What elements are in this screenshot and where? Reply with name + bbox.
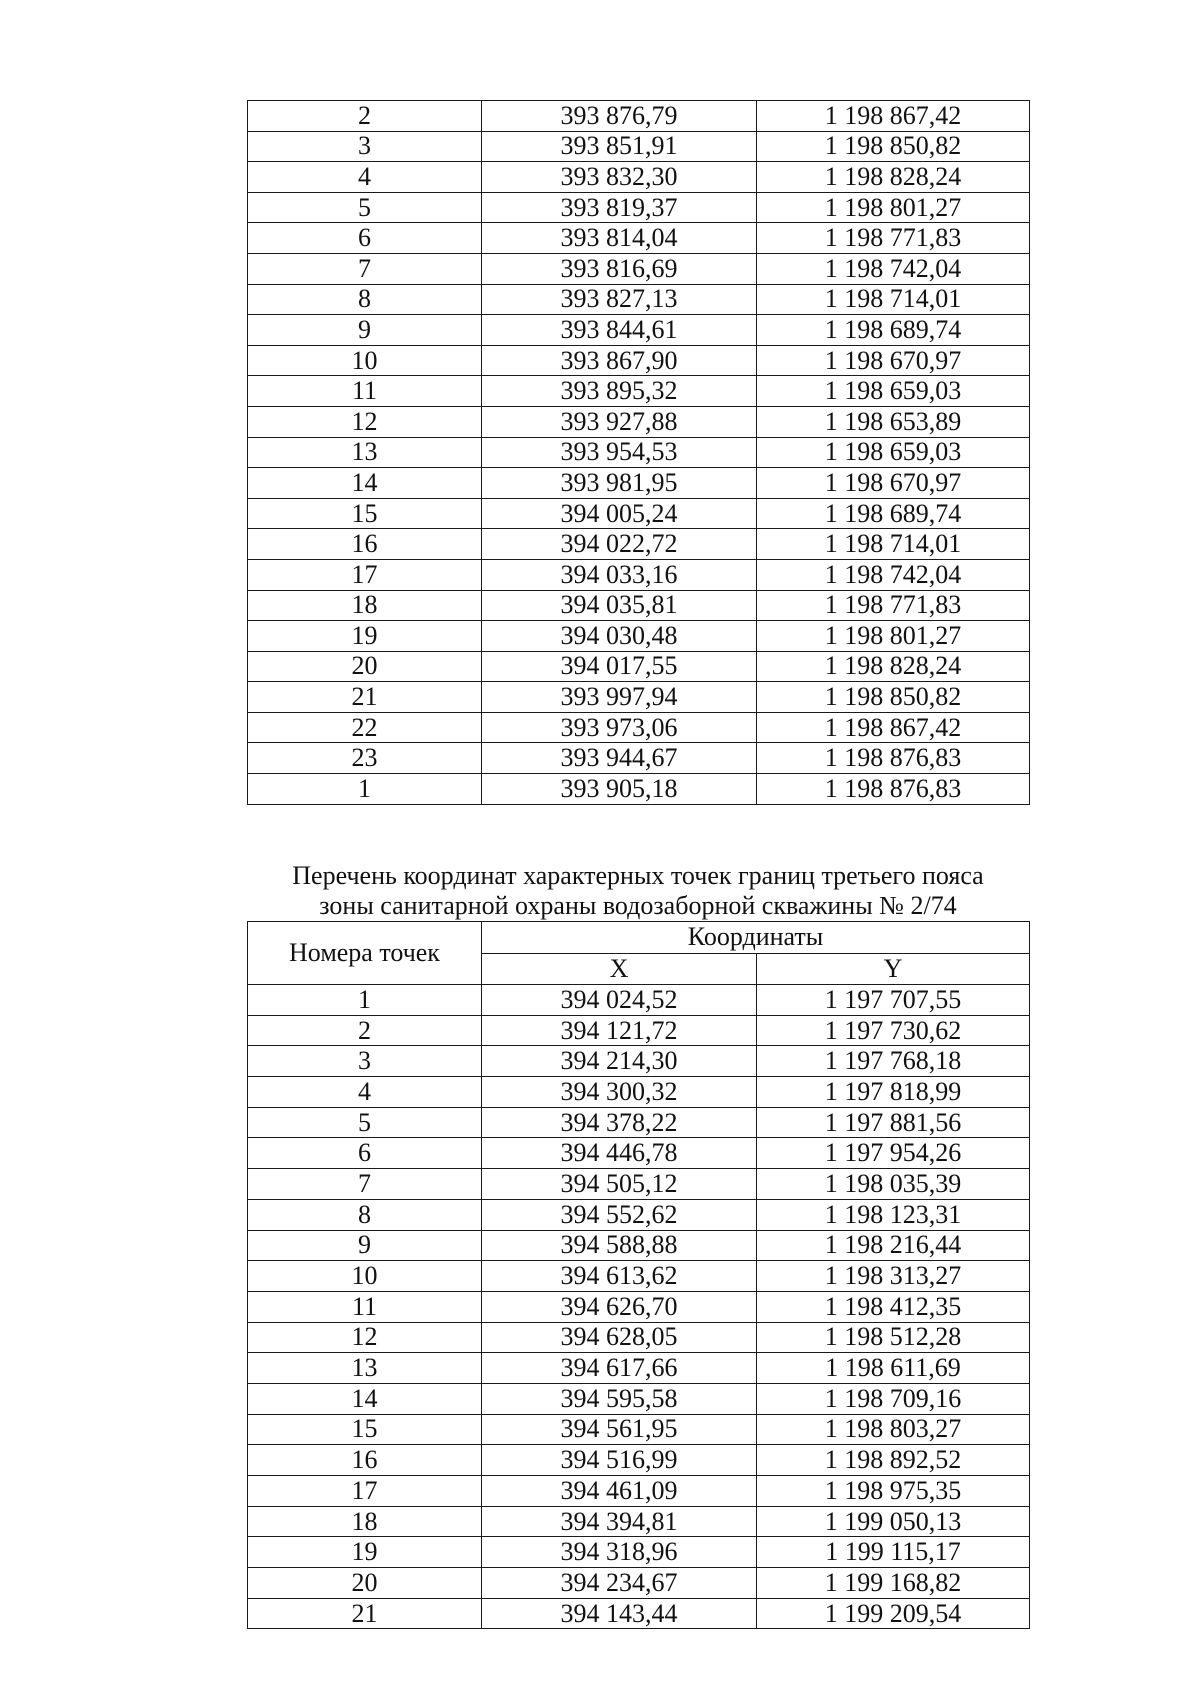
- x-coordinate-cell: 393 895,32: [482, 376, 757, 407]
- table-row: [248, 743, 1030, 774]
- x-coordinate-cell: 394 035,81: [482, 590, 757, 621]
- point-number-cell: 12: [248, 1322, 482, 1353]
- point-number-cell: 11: [248, 1291, 482, 1322]
- x-coordinate-cell: 394 617,66: [482, 1353, 757, 1384]
- x-coordinate-cell: 394 461,09: [482, 1476, 757, 1507]
- table-row: [248, 284, 1030, 315]
- table-row: [248, 985, 1030, 1016]
- table-caption: [247, 861, 1029, 921]
- point-number-cell: 8: [248, 1199, 482, 1230]
- point-number-cell: 4: [248, 1077, 482, 1108]
- x-coordinate-cell: 393 944,67: [482, 743, 757, 774]
- x-coordinate-cell: 393 954,53: [482, 437, 757, 468]
- table-row: [248, 1568, 1030, 1599]
- x-coordinate-cell: 393 997,94: [482, 682, 757, 713]
- x-coordinate-cell: 394 022,72: [482, 529, 757, 560]
- point-number-cell: 15: [248, 1414, 482, 1445]
- x-coordinate-cell: 393 905,18: [482, 774, 757, 805]
- x-coordinate-cell: 394 005,24: [482, 498, 757, 529]
- y-coordinate-cell: 1 198 742,04: [757, 559, 1030, 590]
- point-number-cell: 14: [248, 1383, 482, 1414]
- y-coordinate-cell: 1 198 653,89: [757, 406, 1030, 437]
- table-caption-line-1: Перечень координат характерных точек границ третьего пояса: [292, 861, 984, 890]
- point-number-cell: 16: [248, 1445, 482, 1476]
- y-coordinate-cell: 1 198 689,74: [757, 315, 1030, 346]
- y-coordinate-cell: 1 198 850,82: [757, 682, 1030, 713]
- x-coordinate-cell: 394 318,96: [482, 1537, 757, 1568]
- coordinates-table-zone-3-body: [248, 985, 1030, 1629]
- x-coordinate-cell: 393 816,69: [482, 253, 757, 284]
- point-number-cell: 21: [248, 682, 482, 713]
- x-coordinate-cell: 393 851,91: [482, 131, 757, 162]
- table-row: [248, 1291, 1030, 1322]
- x-coordinate-cell: 393 867,90: [482, 345, 757, 376]
- x-coordinate-cell: 394 561,95: [482, 1414, 757, 1445]
- table-row: [248, 1199, 1030, 1230]
- point-number-cell: 11: [248, 376, 482, 407]
- x-coordinate-cell: 393 876,79: [482, 101, 757, 132]
- point-number-cell: 2: [248, 101, 482, 132]
- x-coordinate-cell: 393 827,13: [482, 284, 757, 315]
- point-number-cell: 5: [248, 192, 482, 223]
- point-number-cell: 7: [248, 253, 482, 284]
- y-coordinate-cell: 1 198 828,24: [757, 651, 1030, 682]
- x-coordinate-cell: 393 832,30: [482, 162, 757, 193]
- y-coordinate-cell: 1 198 313,27: [757, 1261, 1030, 1292]
- y-coordinate-cell: 1 199 050,13: [757, 1506, 1030, 1537]
- table-row: [248, 1445, 1030, 1476]
- point-number-cell: 20: [248, 651, 482, 682]
- point-number-cell: 17: [248, 1476, 482, 1507]
- x-coordinate-cell: 394 143,44: [482, 1598, 757, 1629]
- point-number-cell: 6: [248, 223, 482, 254]
- x-coordinate-cell: 394 214,30: [482, 1046, 757, 1077]
- point-number-cell: 7: [248, 1169, 482, 1200]
- table-row: [248, 621, 1030, 652]
- y-coordinate-cell: 1 199 168,82: [757, 1568, 1030, 1599]
- y-coordinate-cell: 1 198 714,01: [757, 284, 1030, 315]
- y-coordinate-cell: 1 198 611,69: [757, 1353, 1030, 1384]
- x-coordinate-cell: 394 024,52: [482, 985, 757, 1016]
- table-row: [248, 1353, 1030, 1384]
- y-coordinate-cell: 1 198 975,35: [757, 1476, 1030, 1507]
- point-number-cell: 9: [248, 315, 482, 346]
- y-coordinate-cell: 1 198 123,31: [757, 1199, 1030, 1230]
- y-coordinate-cell: 1 198 216,44: [757, 1230, 1030, 1261]
- y-coordinate-cell: 1 198 670,97: [757, 345, 1030, 376]
- x-coordinate-cell: 394 030,48: [482, 621, 757, 652]
- y-coordinate-cell: 1 198 801,27: [757, 621, 1030, 652]
- table-row: [248, 162, 1030, 193]
- y-coordinate-cell: 1 198 828,24: [757, 162, 1030, 193]
- table-row: [248, 1414, 1030, 1445]
- y-coordinate-cell: 1 198 771,83: [757, 223, 1030, 254]
- point-number-cell: 20: [248, 1568, 482, 1599]
- table-row: [248, 192, 1030, 223]
- x-coordinate-cell: 393 814,04: [482, 223, 757, 254]
- x-coordinate-cell: 394 033,16: [482, 559, 757, 590]
- y-coordinate-cell: 1 199 115,17: [757, 1537, 1030, 1568]
- y-coordinate-cell: 1 198 771,83: [757, 590, 1030, 621]
- table-row: [248, 437, 1030, 468]
- table-row: [248, 468, 1030, 499]
- x-coordinate-cell: 394 234,67: [482, 1568, 757, 1599]
- table-row: [248, 1169, 1030, 1200]
- table-row: [248, 1107, 1030, 1138]
- coordinates-table-continued: [247, 100, 1030, 805]
- point-number-cell: 19: [248, 1537, 482, 1568]
- table-row: [248, 1322, 1030, 1353]
- point-number-cell: 14: [248, 468, 482, 499]
- table-row: [248, 1598, 1030, 1629]
- table-row: [248, 1015, 1030, 1046]
- point-number-cell: 13: [248, 1353, 482, 1384]
- y-coordinate-cell: 1 198 659,03: [757, 376, 1030, 407]
- y-coordinate-cell: 1 198 512,28: [757, 1322, 1030, 1353]
- point-number-cell: 18: [248, 1506, 482, 1537]
- y-coordinate-cell: 1 198 892,52: [757, 1445, 1030, 1476]
- y-coordinate-cell: 1 198 867,42: [757, 712, 1030, 743]
- x-coordinate-cell: 394 446,78: [482, 1138, 757, 1169]
- table-row: [248, 1476, 1030, 1507]
- point-number-cell: 1: [248, 985, 482, 1016]
- point-number-cell: 5: [248, 1107, 482, 1138]
- x-coordinate-cell: 393 819,37: [482, 192, 757, 223]
- x-coordinate-cell: 394 516,99: [482, 1445, 757, 1476]
- y-coordinate-cell: 1 198 709,16: [757, 1383, 1030, 1414]
- x-coordinate-cell: 394 613,62: [482, 1261, 757, 1292]
- x-coordinate-cell: 394 505,12: [482, 1169, 757, 1200]
- table-row: [248, 1230, 1030, 1261]
- y-coordinate-cell: 1 198 867,42: [757, 101, 1030, 132]
- table-row: [248, 1261, 1030, 1292]
- point-number-cell: 2: [248, 1015, 482, 1046]
- table-row: [248, 651, 1030, 682]
- point-number-cell: 6: [248, 1138, 482, 1169]
- table-row: [248, 315, 1030, 346]
- point-number-cell: 21: [248, 1598, 482, 1629]
- x-coordinate-cell: 394 121,72: [482, 1015, 757, 1046]
- point-number-cell: 8: [248, 284, 482, 315]
- table-row: [248, 1506, 1030, 1537]
- x-coordinate-cell: 394 017,55: [482, 651, 757, 682]
- header-point-numbers: Номера точек: [248, 922, 482, 985]
- point-number-cell: 18: [248, 590, 482, 621]
- point-number-cell: 23: [248, 743, 482, 774]
- point-number-cell: 19: [248, 621, 482, 652]
- point-number-cell: 17: [248, 559, 482, 590]
- x-coordinate-cell: 393 927,88: [482, 406, 757, 437]
- header-y: Y: [757, 953, 1030, 985]
- table-row: [248, 1046, 1030, 1077]
- table-row: [248, 712, 1030, 743]
- x-coordinate-cell: 394 595,58: [482, 1383, 757, 1414]
- table-row: [248, 1138, 1030, 1169]
- table-row: [248, 345, 1030, 376]
- coordinates-table-zone-3: [247, 921, 1030, 1629]
- point-number-cell: 15: [248, 498, 482, 529]
- y-coordinate-cell: 1 197 768,18: [757, 1046, 1030, 1077]
- y-coordinate-cell: 1 198 659,03: [757, 437, 1030, 468]
- table-row: [248, 376, 1030, 407]
- table-row: [248, 559, 1030, 590]
- x-coordinate-cell: 394 394,81: [482, 1506, 757, 1537]
- y-coordinate-cell: 1 198 689,74: [757, 498, 1030, 529]
- header-coordinates: Координаты: [482, 922, 1030, 954]
- y-coordinate-cell: 1 198 714,01: [757, 529, 1030, 560]
- table-row: [248, 253, 1030, 284]
- y-coordinate-cell: 1 197 818,99: [757, 1077, 1030, 1108]
- point-number-cell: 13: [248, 437, 482, 468]
- point-number-cell: 12: [248, 406, 482, 437]
- y-coordinate-cell: 1 198 412,35: [757, 1291, 1030, 1322]
- y-coordinate-cell: 1 198 035,39: [757, 1169, 1030, 1200]
- x-coordinate-cell: 394 626,70: [482, 1291, 757, 1322]
- table-row: [248, 406, 1030, 437]
- table-row: [248, 223, 1030, 254]
- y-coordinate-cell: 1 198 742,04: [757, 253, 1030, 284]
- x-coordinate-cell: 394 588,88: [482, 1230, 757, 1261]
- point-number-cell: 16: [248, 529, 482, 560]
- point-number-cell: 9: [248, 1230, 482, 1261]
- header-x: X: [482, 953, 757, 985]
- y-coordinate-cell: 1 198 850,82: [757, 131, 1030, 162]
- y-coordinate-cell: 1 198 801,27: [757, 192, 1030, 223]
- y-coordinate-cell: 1 197 707,55: [757, 985, 1030, 1016]
- coordinates-table-header: [248, 922, 1030, 985]
- y-coordinate-cell: 1 197 881,56: [757, 1107, 1030, 1138]
- table-caption-line-2: зоны санитарной охраны водозаборной скважины № 2/74: [319, 891, 957, 920]
- point-number-cell: 3: [248, 1046, 482, 1077]
- y-coordinate-cell: 1 197 954,26: [757, 1138, 1030, 1169]
- x-coordinate-cell: 394 378,22: [482, 1107, 757, 1138]
- table-row: [248, 1077, 1030, 1108]
- x-coordinate-cell: 394 628,05: [482, 1322, 757, 1353]
- x-coordinate-cell: 394 300,32: [482, 1077, 757, 1108]
- x-coordinate-cell: 393 981,95: [482, 468, 757, 499]
- y-coordinate-cell: 1 198 876,83: [757, 774, 1030, 805]
- y-coordinate-cell: 1 199 209,54: [757, 1598, 1030, 1629]
- y-coordinate-cell: 1 198 876,83: [757, 743, 1030, 774]
- point-number-cell: 1: [248, 774, 482, 805]
- y-coordinate-cell: 1 198 670,97: [757, 468, 1030, 499]
- table-row: [248, 529, 1030, 560]
- point-number-cell: 10: [248, 345, 482, 376]
- table-row: [248, 498, 1030, 529]
- y-coordinate-cell: 1 198 803,27: [757, 1414, 1030, 1445]
- x-coordinate-cell: 393 844,61: [482, 315, 757, 346]
- point-number-cell: 4: [248, 162, 482, 193]
- table-row: [248, 590, 1030, 621]
- y-coordinate-cell: 1 197 730,62: [757, 1015, 1030, 1046]
- coordinates-table-continued-body: [248, 101, 1030, 805]
- table-row: [248, 1537, 1030, 1568]
- table-row: [248, 131, 1030, 162]
- point-number-cell: 22: [248, 712, 482, 743]
- header-row: [248, 922, 1030, 954]
- table-row: [248, 774, 1030, 805]
- x-coordinate-cell: 394 552,62: [482, 1199, 757, 1230]
- point-number-cell: 3: [248, 131, 482, 162]
- table-row: [248, 1383, 1030, 1414]
- table-row: [248, 101, 1030, 132]
- x-coordinate-cell: 393 973,06: [482, 712, 757, 743]
- table-row: [248, 682, 1030, 713]
- point-number-cell: 10: [248, 1261, 482, 1292]
